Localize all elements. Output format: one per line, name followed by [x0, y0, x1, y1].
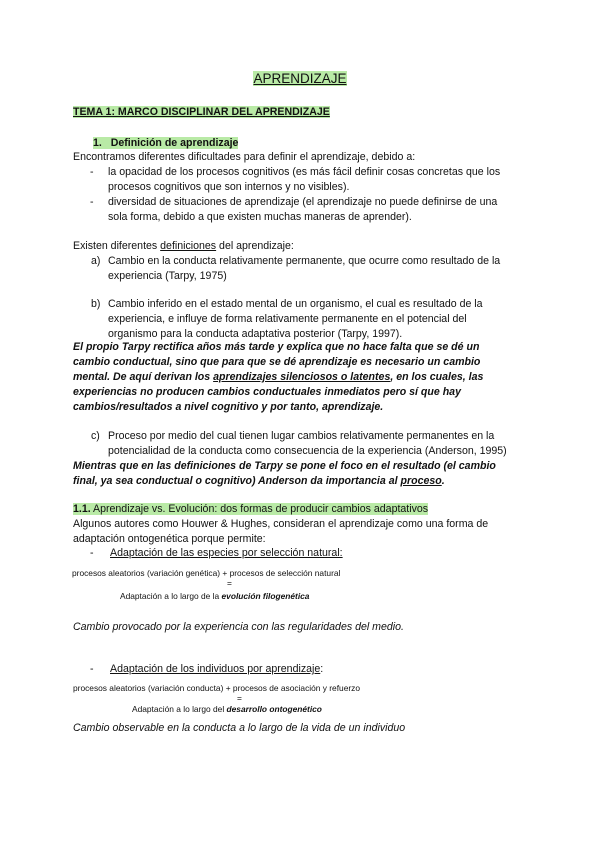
- learning-formula: procesos aleatorios (variación conducta) + procesos de asociación y refuerzo: [73, 683, 360, 693]
- anderson-note: Mientras que en las definiciones de Tarpy se pone el foco en el resultado (el cambio final, ya sea conductual o cognitivo) Anderson da importancia al proceso.: [73, 460, 496, 487]
- definition-a: Cambio en la conducta relativamente permanente, que ocurre como resultado de la experiencia (Tarpy, 1975): [108, 255, 501, 282]
- section-1-1-heading: 1.1. Aprendizaje vs. Evolución: dos formas de producir cambios adaptativos: [73, 503, 429, 515]
- def-b-label: b): [91, 298, 101, 310]
- section-1-heading: 1. Definición de aprendizaje: [93, 137, 239, 149]
- definition-b: Cambio inferido en el estado mental de un organismo, el cual es resultado de la experiencia, e influye de forma relativamente permanente en el potencial del organismo para la conducta adaptativa posterior (Tarpy, 1997).: [108, 298, 483, 340]
- item-dash: -: [90, 547, 94, 559]
- natural-selection-label: Adaptación de las especies por selección natural:: [110, 547, 343, 559]
- definitions-intro: Existen diferentes definiciones del aprendizaje:: [73, 240, 294, 252]
- tarpy-note: El propio Tarpy rectifica años más tarde y explica que no hace falta que se dé un cambio conductual, sino que para que se dé aprendizaje es necesario un cambio mental. De aquí derivan los aprendizajes silenciosos o latentes, en los cuales, las experiencias no producen cambios conductuales inmediatos pero sí que hay cambios/resultados a nivel cognitivo y por tanto, aprendizaje.: [73, 341, 484, 413]
- page-title: APRENDIZAJE: [253, 71, 347, 86]
- learning-adaptation-label: Adaptación de los individuos por aprendizaje:: [110, 663, 324, 675]
- section-1-1-intro: Algunos autores como Houwer & Hughes, consideran el aprendizaje como una forma de adaptación ontogenética porque permite:: [73, 518, 489, 545]
- natural-selection-formula: procesos aleatorios (variación genética) + procesos de selección natural: [72, 568, 341, 578]
- bullet-dash: -: [90, 196, 94, 208]
- bullet-dash: -: [90, 166, 94, 178]
- bullet-1: la opacidad de los procesos cognitivos (es más fácil definir cosas concretas que los procesos cognitivos que son internos y no visibles).: [108, 166, 501, 193]
- equals-sign: =: [227, 578, 232, 588]
- item-dash: -: [90, 663, 94, 675]
- bullet-2: diversidad de situaciones de aprendizaje (el aprendizaje no puede definirse de una sola forma, debido a que existen muchas maneras de aprender).: [108, 196, 498, 223]
- def-a-label: a): [91, 255, 101, 267]
- learning-note: Cambio observable en la conducta a lo largo de la vida de un individuo: [73, 722, 406, 734]
- learning-result: Adaptación a lo largo del desarrollo ontogenético: [132, 704, 322, 714]
- def-c-label: c): [91, 430, 100, 442]
- section-1-intro: Encontramos diferentes dificultades para definir el aprendizaje, debido a:: [73, 151, 416, 163]
- equals-sign: =: [237, 693, 242, 703]
- natural-selection-note: Cambio provocado por la experiencia con las regularidades del medio.: [73, 621, 404, 633]
- tema-heading: TEMA 1: MARCO DISCIPLINAR DEL APRENDIZAJE: [73, 106, 330, 118]
- natural-selection-result: Adaptación a lo largo de la evolución filogenética: [120, 591, 310, 601]
- definition-c: Proceso por medio del cual tienen lugar cambios relativamente permanentes en la potencialidad de la conducta como consecuencia de la experiencia (Anderson, 1995): [108, 430, 507, 457]
